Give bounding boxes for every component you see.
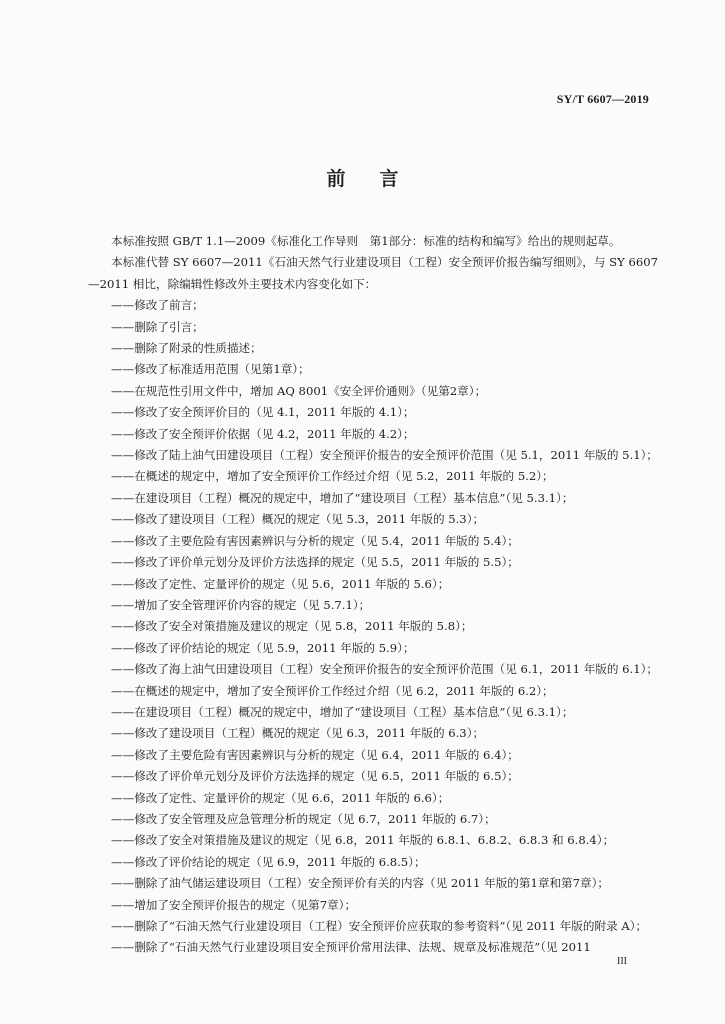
change-item: ——修改了评价单元划分及评价方法选择的规定（见 6.5，2011 年版的 6.5）； [111,769,519,784]
change-item: ——在概述的规定中，增加了安全预评价工作经过介绍（见 5.2，2011 年版的 5.2）； [111,469,554,484]
change-item: ——在规范性引用文件中，增加 AQ 8001《安全评价通则》（见第2章）； [111,383,487,398]
page-title: 前言 [326,168,433,190]
change-item: ——修改了安全管理及应急管理分析的规定（见 6.7，2011 年版的 6.7）； [111,811,496,826]
change-item: ——删除了附录的性质描述； [111,341,262,356]
standard-number: SY/T 6607—2019 [556,92,649,106]
change-item: ——在建设项目（工程）概况的规定中，增加了“建设项目（工程）基本信息”（见 5.3.1）； [111,490,574,505]
change-item: ——修改了评价结论的规定（见 5.9，2011 年版的 5.9）； [111,640,415,655]
change-item: ——修改了海上油气田建设项目（工程）安全预评价报告的安全预评价范围（见 6.1，2011 年版的 6.1）； [111,662,658,677]
change-item: ——在建设项目（工程）概况的规定中，增加了“建设项目（工程）基本信息”（见 6.3.1）； [111,704,574,719]
change-item: ——修改了安全预评价依据（见 4.2，2011 年版的 4.2）； [111,426,415,441]
change-item: ——修改了安全对策措施及建议的规定（见 6.8，2011 年版的 6.8.1、6.8.2、6.8.3 和 6.8.4）； [111,833,615,848]
intro-paragraph: 本标准代替 SY 6607—2011《石油天然气行业建设项目（工程）安全预评价报告编写细则》，与 SY 6607—2011 相比，除编辑性修改外主要技术内容变化如下： [88,255,658,291]
change-list [88,295,658,959]
document-body [88,231,658,959]
change-item: ——修改了安全预评价目的（见 4.1，2011 年版的 4.1）； [111,405,415,420]
change-item: ——在概述的规定中，增加了安全预评价工作经过介绍（见 6.2，2011 年版的 6.2）； [111,683,554,698]
change-item: ——删除了引言； [111,319,204,334]
change-item: ——修改了定性、定量评价的规定（见 5.6，2011 年版的 5.6）； [111,576,450,591]
change-item: ——修改了标准适用范围（见第1章）； [111,362,310,377]
page-number: III [617,956,627,967]
change-item: ——修改了建设项目（工程）概况的规定（见 6.3，2011 年版的 6.3）； [111,726,485,741]
change-item: ——修改了前言； [111,298,204,313]
change-item: ——删除了油气储运建设项目（工程）安全预评价有关的内容（见 2011 年版的第1章和第7章）； [111,876,609,891]
change-item: ——修改了建设项目（工程）概况的规定（见 5.3，2011 年版的 5.3）； [111,512,485,527]
change-item: ——删除了“石油天然气行业建设项目安全预评价常用法律、法规、规章及标准规范”（见 2011 [111,940,591,955]
change-item: ——修改了陆上油气田建设项目（工程）安全预评价报告的安全预评价范围（见 5.1，2011 年版的 5.1）； [111,448,658,463]
change-item: ——增加了安全管理评价内容的规定（见 5.7.1）； [111,597,371,612]
change-item: ——删除了“石油天然气行业建设项目（工程）安全预评价应获取的参考资料”（见 2011 年版的附录 A）； [111,919,648,933]
change-item: ——修改了定性、定量评价的规定（见 6.6，2011 年版的 6.6）； [111,790,450,805]
change-item: ——修改了评价单元划分及评价方法选择的规定（见 5.5，2011 年版的 5.5）； [111,555,519,570]
change-item: ——修改了评价结论的规定（见 6.9，2011 年版的 6.8.5）； [111,854,426,869]
change-item: ——修改了主要危险有害因素辨识与分析的规定（见 5.4，2011 年版的 5.4）； [111,533,519,548]
change-item: ——修改了安全对策措施及建议的规定（见 5.8，2011 年版的 5.8）； [111,619,473,634]
intro-paragraph: 本标准按照 GB/T 1.1—2009《标准化工作导则 第1部分：标准的结构和编写》给出的规则起草。 [111,234,621,248]
change-item: ——修改了主要危险有害因素辨识与分析的规定（见 6.4，2011 年版的 6.4）； [111,747,519,762]
change-item: ——增加了安全预评价报告的规定（见第7章）； [111,897,357,912]
